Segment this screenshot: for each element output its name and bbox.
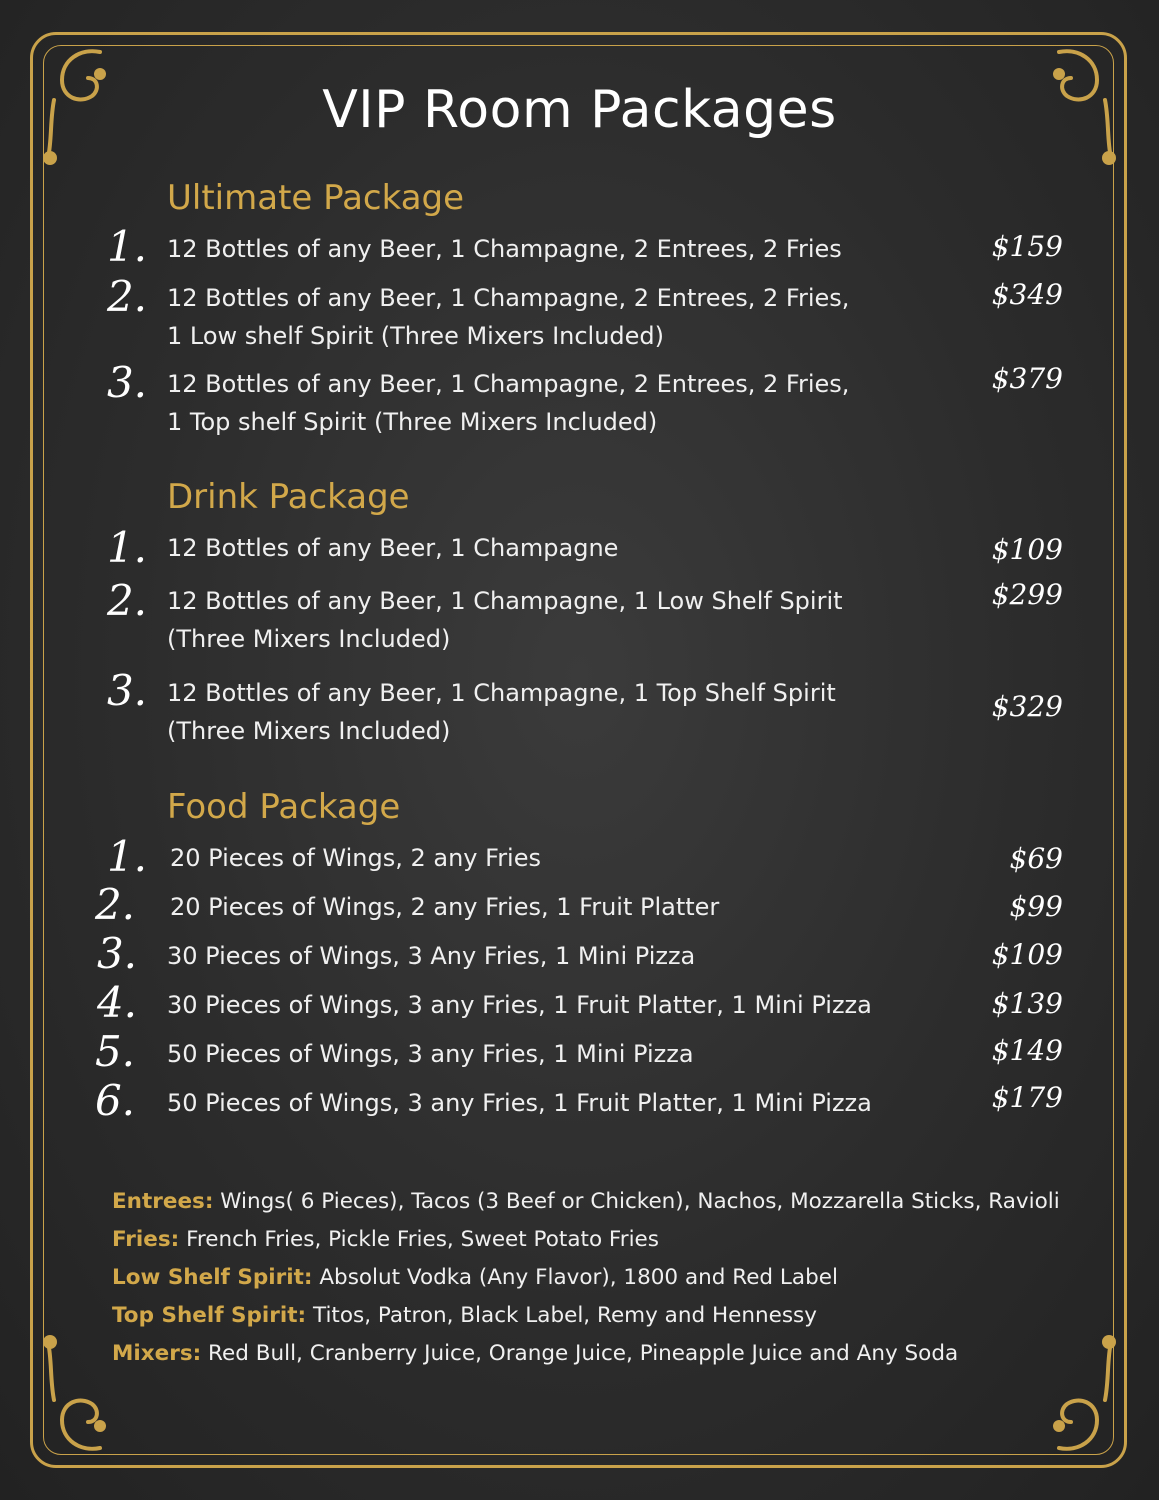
section-title-food: Food Package: [167, 787, 401, 827]
item-price: $99: [1009, 890, 1063, 923]
package-item-description: 30 Pieces of Wings, 3 Any Fries, 1 Mini Pizza: [167, 942, 696, 970]
note-low-shelf-spirit: Low Shelf Spirit: Absolut Vodka (Any Flavor), 1800 and Red Label: [112, 1265, 838, 1290]
note-entrees: Entrees: Wings( 6 Pieces), Tacos (3 Beef or Chicken), Nachos, Mozzarella Sticks, Ravioli: [112, 1189, 1060, 1214]
package-item-description: 12 Bottles of any Beer, 1 Champagne, 1 Low Shelf Spirit (Three Mixers Included): [167, 587, 843, 653]
note-mixers: Mixers: Red Bull, Cranberry Juice, Orange Juice, Pineapple Juice and Any Soda: [112, 1341, 959, 1366]
package-item-description: 12 Bottles of any Beer, 1 Champagne, 2 Entrees, 2 Fries: [167, 235, 842, 263]
item-price: $349: [991, 278, 1063, 311]
package-item-description: 12 Bottles of any Beer, 1 Champagne, 2 Entrees, 2 Fries, 1 Low shelf Spirit (Three Mixers Included): [167, 284, 850, 350]
package-item-description: 20 Pieces of Wings, 2 any Fries, 1 Fruit Platter: [170, 893, 720, 921]
item-number: 3.: [106, 358, 148, 407]
item-price: $109: [991, 938, 1063, 971]
item-price: $69: [1009, 842, 1063, 875]
item-number: 3.: [96, 929, 138, 978]
item-number: 6.: [94, 1076, 136, 1125]
item-number: 3.: [106, 666, 148, 715]
page-title: VIP Room Packages: [322, 80, 837, 140]
item-price: $139: [991, 987, 1063, 1020]
package-item-description: 12 Bottles of any Beer, 1 Champagne, 2 Entrees, 2 Fries, 1 Top shelf Spirit (Three Mixers Included): [167, 370, 850, 436]
item-price: $179: [991, 1081, 1063, 1114]
item-number: 4.: [96, 978, 138, 1027]
note-top-shelf-spirit: Top Shelf Spirit: Titos, Patron, Black Label, Remy and Hennessy: [112, 1303, 817, 1328]
package-notes: [112, 1183, 1092, 1373]
item-number: 2.: [106, 272, 148, 321]
package-item-description: 20 Pieces of Wings, 2 any Fries: [170, 844, 541, 872]
item-number: 5.: [94, 1027, 136, 1076]
package-item-description: 50 Pieces of Wings, 3 any Fries, 1 Fruit Platter, 1 Mini Pizza: [167, 1089, 872, 1117]
item-price: $329: [991, 690, 1063, 723]
item-number: 1.: [106, 222, 148, 271]
item-number: 1.: [106, 523, 148, 572]
item-price: $109: [991, 533, 1063, 566]
package-item-description: 12 Bottles of any Beer, 1 Champagne: [167, 534, 619, 562]
item-number: 2.: [94, 880, 136, 929]
item-price: $149: [991, 1034, 1063, 1067]
section-title-drink: Drink Package: [167, 477, 410, 517]
package-item-description: 12 Bottles of any Beer, 1 Champagne, 1 Top Shelf Spirit (Three Mixers Included): [167, 679, 836, 745]
item-price: $299: [991, 578, 1063, 611]
package-item-description: 50 Pieces of Wings, 3 any Fries, 1 Mini Pizza: [167, 1040, 694, 1068]
item-number: 1.: [106, 832, 148, 881]
package-item-description: 30 Pieces of Wings, 3 any Fries, 1 Fruit Platter, 1 Mini Pizza: [167, 991, 872, 1019]
item-price: $379: [991, 362, 1063, 395]
section-title-ultimate: Ultimate Package: [167, 178, 465, 218]
item-number: 2.: [106, 576, 148, 625]
item-price: $159: [991, 230, 1063, 263]
note-fries: Fries: French Fries, Pickle Fries, Sweet Potato Fries: [112, 1227, 659, 1252]
